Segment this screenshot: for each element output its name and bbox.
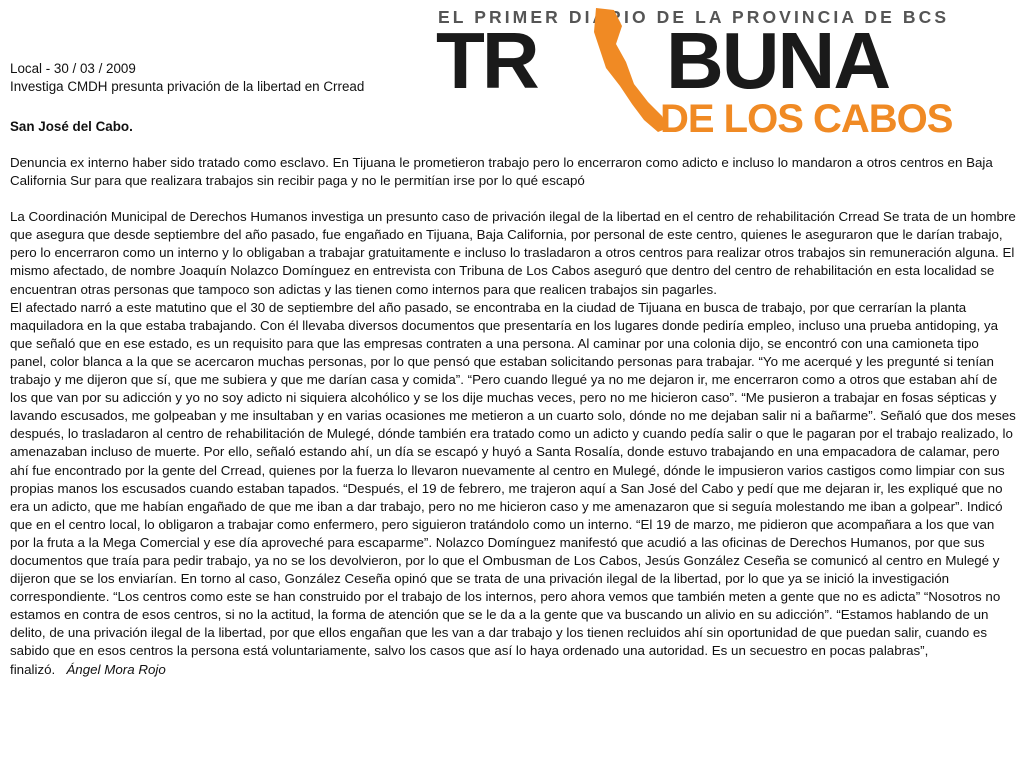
article-lead: Denuncia ex interno haber sido tratado como esclavo. En Tijuana le prometieron trabajo pero lo encerraron como adicto e incluso lo mandaron a otros centros en Baja California Sur para que realizara trabajos sin recibir paga y no le permitían irse por lo qué escapó <box>10 155 993 189</box>
logo-subtitle: DE LOS CABOS <box>660 97 953 138</box>
newspaper-logo <box>436 4 996 138</box>
article-paragraph-2-text: El afectado narró a este matutino que el 30 de septiembre del año pasado, se encontraba en la ciudad de Tijuana en busca de trabajo, por que cerrarían la planta maquiladora en la que estaba trabajando. Con él llevaba diversos documentos que presentaría en los lugares donde pediría empleo, incluso una prueba antidoping, ya que señaló que en ese estado, es un requisito para que las empresas contraten a una persona. Al caminar por una colonia dijo, se encontró con una camioneta tipo panel, color blanca a la que se acercaron muchas personas, por lo que pensó que estaban solicitando personas para trabajar. “Yo me acerqué y les pregunté si tenían trabajo y me dijeron que sí, que me subiera y que me darían casa y comida”. “Pero cuando llegué ya no me dejaron ir, me encerraron como a otros que estaban ahí de los que van por su adicción y yo no soy adicto ni siquiera alcohólico y se los dije muchas veces, pero no me hicieron caso”. “Me pusieron a trabajar en fosas sépticas y lavando escusados, me golpeaban y me insultaban y en varias ocasiones me metieron a un cuarto solo, dónde no me dejaban salir ni a bañarme”. Señaló que dos meses después, lo trasladaron al centro de rehabilitación de Mulegé, dónde también era tratado como un adicto y cuando pedía salir o que le pagaran por el trabajo realizado, lo amenazaban incluso de muerte. Por ello, señaló estando ahí, un día se escapó y huyó a Santa Rosalía, donde estuvo trabajando en una empacadora de calamar, pero ahí fue encontrado por la gente del Crread, quienes por la fuerza lo llevaron nuevamente al centro en Mulegé, dónde le impusieron varios castigos como limpiar con sus propias manos los escusados cuando estaban tapados. “Después, el 19 de febrero, me trajeron aquí a San José del Cabo y pedí que me dejaran ir, les expliqué que no era un adicto, que me habían engañado de que me iban a dar trabajo, pero no me hicieron caso y me amenazaron que si seguía molestando me iban a golpear”. Indicó que en el centro local, lo obligaron a trabajar como enfermero, pero siguieron tratándolo como un interno. “El 19 de marzo, me pidieron que acompañara a los que van por la fruta a la Mega Comercial y ese día aproveché para escaparme”. Nolazco Domínguez manifestó que acudió a las oficinas de Derechos Humanos, por que sus documentos que traía para pedir trabajo, ya no se los devolvieron, por lo que el Ombusman de Los Cabos, Jesús González Ceseña se comunicó al centro en Mulegé y dijeron que se los enviarían. En torno al caso, González Ceseña opinó que se trata de una privación ilegal de la libertad, por lo que ya se inició la investigación correspondiente. “Los centros como este se han construido por el trabajo de los internos, pero ahora vemos que también meten a gente que no es adicta” “Nosotros no estamos en contra de esos centros, si no la actitud, la forma de atención que se le da a la gente que va buscando un alivio en su adicción”. “Estamos hablando de un delito, de una privación ilegal de la libertad, por que ellos engañan que les van a dar trabajo y los tienen recluidos ahí sin oportunidad de que puedan salir, cuando es sabido que en esos centros la persona está voluntariamente, salvo los casos que así lo haya ordenado una autoridad. Es un secuestro en pocas palabras”, finalizó. <box>10 299 1016 677</box>
headline: Investiga CMDH presunta privación de la libertad en Crread <box>10 79 365 94</box>
article-author: Ángel Mora Rojo <box>66 661 166 677</box>
tribuna-logo-graphic <box>436 4 996 138</box>
article-paragraph-2 <box>10 299 1016 679</box>
logo-tagline: EL PRIMER DIARIO DE LA PROVINCIA DE BCS <box>438 7 950 27</box>
logo-name-left: TR <box>436 16 537 105</box>
article-header <box>10 60 364 96</box>
article-body <box>10 154 1016 679</box>
logo-name-right: BUNA <box>666 16 890 105</box>
section-date: Local - 30 / 03 / 2009 <box>10 61 136 76</box>
article-paragraph-1: La Coordinación Municipal de Derechos Humanos investiga un presunto caso de privación ilegal de la libertad en el centro de rehabilitación Crread Se trata de un hombre que asegura que desde septiembre del año pasado, fue engañado en Tijuana, Baja California, por personal de este centro, quienes le aseguraron que le darían trabajo, pero lo encerraron como un interno y lo obligaban a trabajar gratuitamente e incluso lo trasladaron a otros centros para realizar otros trabajos sin remuneración alguna. El mismo afectado, de nombre Joaquín Nolazco Domínguez en entrevista con Tribuna de Los Cabos aseguró que dentro del centro de rehabilitación en esta localidad se encuentran otras personas que tampoco son adictas y las tienen como internos para que realicen trabajos sin pagarles. <box>10 209 1016 297</box>
dateline-place: San José del Cabo. <box>10 119 133 134</box>
